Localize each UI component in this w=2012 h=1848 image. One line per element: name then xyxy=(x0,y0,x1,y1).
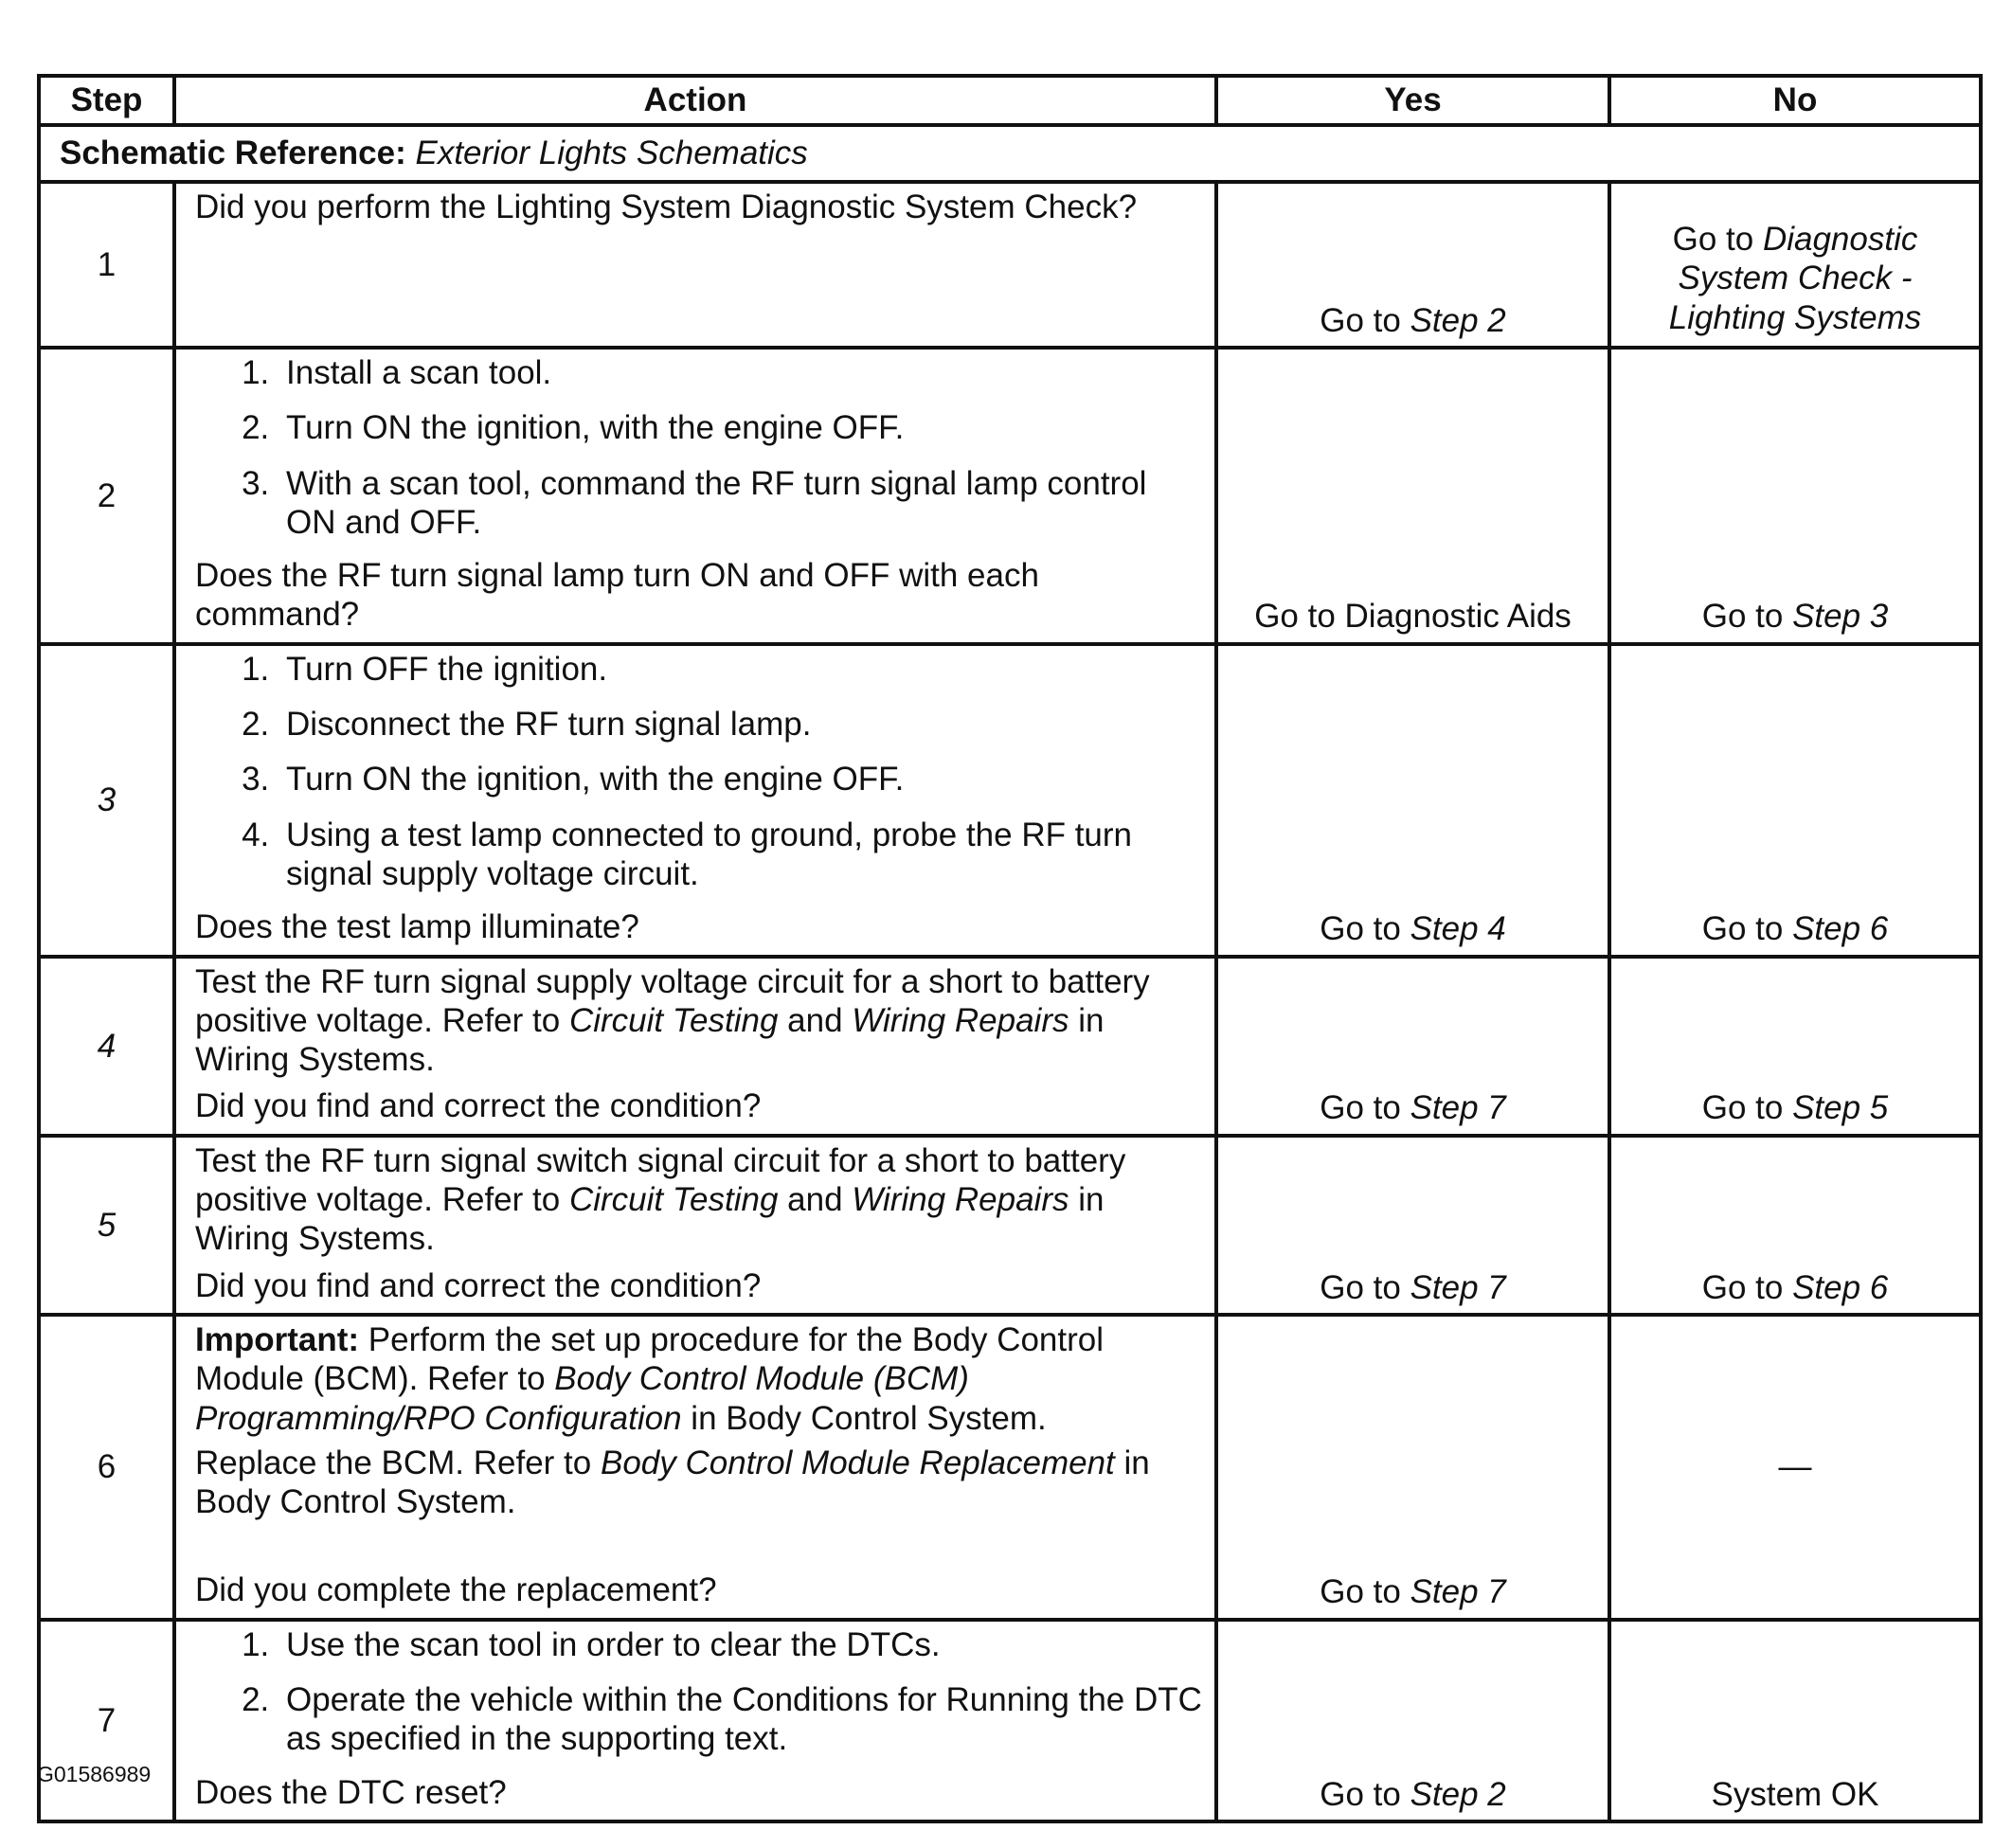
list-item: 2. Operate the vehicle within the Conditions for Running the DTC as specified in the supporting text. xyxy=(278,1680,1205,1759)
table-row xyxy=(39,182,1981,348)
go-to-label: Go to xyxy=(1701,910,1784,948)
schematic-label: Schematic Reference: xyxy=(60,135,406,172)
yes-cell xyxy=(1216,644,1609,957)
no-target: Step 3 xyxy=(1792,598,1889,636)
yes-target: Step 4 xyxy=(1410,910,1506,948)
replace-text xyxy=(195,1444,1205,1522)
yes-target: Step 2 xyxy=(1410,1775,1506,1813)
yes-cell xyxy=(1216,1620,1609,1821)
header-action: Action xyxy=(174,76,1216,125)
schematic-link: Exterior Lights Schematics xyxy=(415,135,808,172)
ref-link: Body Control Module (BCM) Programming/RPO Configuration xyxy=(195,1360,969,1437)
list-item: 3. Turn ON the ignition, with the engine OFF. xyxy=(278,760,1205,798)
replace-lead: Replace the BCM. Refer to xyxy=(195,1444,592,1481)
header-step: Step xyxy=(39,76,174,125)
go-to-label: Go to xyxy=(1320,1573,1401,1611)
schematic-row xyxy=(39,125,1981,182)
ref-link: Wiring Repairs xyxy=(852,1181,1069,1219)
list-item: 2. Disconnect the RF turn signal lamp. xyxy=(278,705,1205,744)
action-question: Did you perform the Lighting System Diagnostic System Check? xyxy=(195,188,1138,225)
go-to-label: Go to xyxy=(1701,1089,1784,1127)
no-cell xyxy=(1609,1136,1981,1315)
important-label: Important: xyxy=(195,1320,360,1358)
step-number: 6 xyxy=(39,1315,174,1620)
no-target: Step 5 xyxy=(1792,1089,1889,1127)
action-text xyxy=(195,1141,1205,1259)
action-text-and: and xyxy=(787,1181,843,1219)
table-row xyxy=(39,1620,1981,1821)
table-row xyxy=(39,1136,1981,1315)
no-target: Step 6 xyxy=(1792,910,1889,948)
no-cell xyxy=(1609,182,1981,348)
ref-link: Circuit Testing xyxy=(568,1181,779,1219)
ref-link: Wiring Repairs xyxy=(852,1001,1069,1039)
list-item: 1. Install a scan tool. xyxy=(278,353,1205,392)
yes-cell xyxy=(1216,1315,1609,1620)
no-target: Step 6 xyxy=(1792,1268,1889,1306)
step-number: 5 xyxy=(39,1136,174,1315)
important-tail: in Body Control System. xyxy=(691,1399,1047,1437)
figure-id: G01586989 xyxy=(37,1762,152,1786)
yes-cell xyxy=(1216,182,1609,348)
go-to-label: Go to xyxy=(1320,1268,1401,1306)
diagnostic-table xyxy=(37,74,1983,1823)
table-row xyxy=(39,957,1981,1136)
yes-target: Step 7 xyxy=(1410,1268,1506,1306)
step-number: 3 xyxy=(39,644,174,957)
important-note xyxy=(195,1320,1205,1438)
step-number: 2 xyxy=(39,348,174,644)
list-item: 1. Use the scan tool in order to clear the DTCs. xyxy=(278,1625,1205,1664)
ref-link: Circuit Testing xyxy=(568,1001,779,1039)
header-no: No xyxy=(1609,76,1981,125)
no-cell xyxy=(1609,348,1981,644)
action-cell xyxy=(174,644,1216,957)
action-cell xyxy=(174,1620,1216,1821)
no-cell: System OK xyxy=(1609,1620,1981,1821)
header-yes: Yes xyxy=(1216,76,1609,125)
action-list xyxy=(195,353,1205,542)
spacer xyxy=(195,1521,1205,1570)
go-to-label: Go to xyxy=(1701,598,1784,636)
action-text-and: and xyxy=(787,1001,843,1039)
action-text-a: Test the RF turn signal switch signal circuit for a short to battery positive voltage. Refer to xyxy=(195,1141,1126,1219)
yes-target: Step 7 xyxy=(1410,1573,1506,1611)
action-question: Does the RF turn signal lamp turn ON and OFF with each command? xyxy=(195,557,1039,634)
list-item: 4. Using a test lamp connected to ground, probe the RF turn signal supply voltage circuit. xyxy=(278,816,1205,894)
action-question: Did you find and correct the condition? xyxy=(195,1087,762,1125)
step-number: 7 xyxy=(39,1620,174,1821)
list-item: 3. With a scan tool, command the RF turn signal lamp control ON and OFF. xyxy=(278,464,1205,543)
action-list xyxy=(195,1625,1205,1759)
no-cell xyxy=(1609,957,1981,1136)
no-target: Diagnostic System Check - Lighting Systems xyxy=(1668,221,1922,336)
step-number: 4 xyxy=(39,957,174,1136)
yes-target: Step 7 xyxy=(1410,1089,1506,1127)
schematic-reference xyxy=(39,125,1981,182)
table-row xyxy=(39,348,1981,644)
yes-cell xyxy=(1216,957,1609,1136)
go-to-label: Go to xyxy=(1672,221,1754,258)
list-item: 1. Turn OFF the ignition. xyxy=(278,650,1205,689)
action-cell xyxy=(174,182,1216,348)
yes-cell xyxy=(1216,1136,1609,1315)
action-question: Does the DTC reset? xyxy=(195,1773,507,1811)
yes-cell: Go to Diagnostic Aids xyxy=(1216,348,1609,644)
ref-link: Body Control Module Replacement xyxy=(600,1444,1115,1481)
table-row xyxy=(39,1315,1981,1620)
list-item: 2. Turn ON the ignition, with the engine OFF. xyxy=(278,408,1205,447)
action-question: Did you complete the replacement? xyxy=(195,1571,717,1609)
action-text xyxy=(195,962,1205,1080)
step-number: 1 xyxy=(39,182,174,348)
action-cell xyxy=(174,1315,1216,1620)
action-list xyxy=(195,650,1205,893)
replace-tail: in Body Control System. xyxy=(195,1444,1150,1521)
no-cell xyxy=(1609,644,1981,957)
action-text-a: Test the RF turn signal supply voltage circuit for a short to battery positive voltage. Refer to xyxy=(195,962,1150,1039)
go-to-label: Go to xyxy=(1320,910,1401,948)
go-to-label: Go to xyxy=(1320,1089,1401,1127)
action-cell xyxy=(174,348,1216,644)
header-row xyxy=(39,76,1981,125)
go-to-label: Go to xyxy=(1320,301,1401,339)
action-text-b: in Wiring Systems. xyxy=(195,1181,1105,1258)
action-text-b: in Wiring Systems. xyxy=(195,1001,1105,1079)
action-cell xyxy=(174,1136,1216,1315)
action-question: Does the test lamp illuminate? xyxy=(195,908,639,946)
action-cell xyxy=(174,957,1216,1136)
yes-target: Step 2 xyxy=(1410,301,1506,339)
table-row xyxy=(39,644,1981,957)
no-cell: — xyxy=(1609,1315,1981,1620)
go-to-label: Go to xyxy=(1320,1775,1401,1813)
go-to-label: Go to xyxy=(1701,1268,1784,1306)
important-text: Perform the set up procedure for the Body Control Module (BCM). Refer to xyxy=(195,1320,1105,1398)
action-question: Did you find and correct the condition? xyxy=(195,1266,762,1304)
